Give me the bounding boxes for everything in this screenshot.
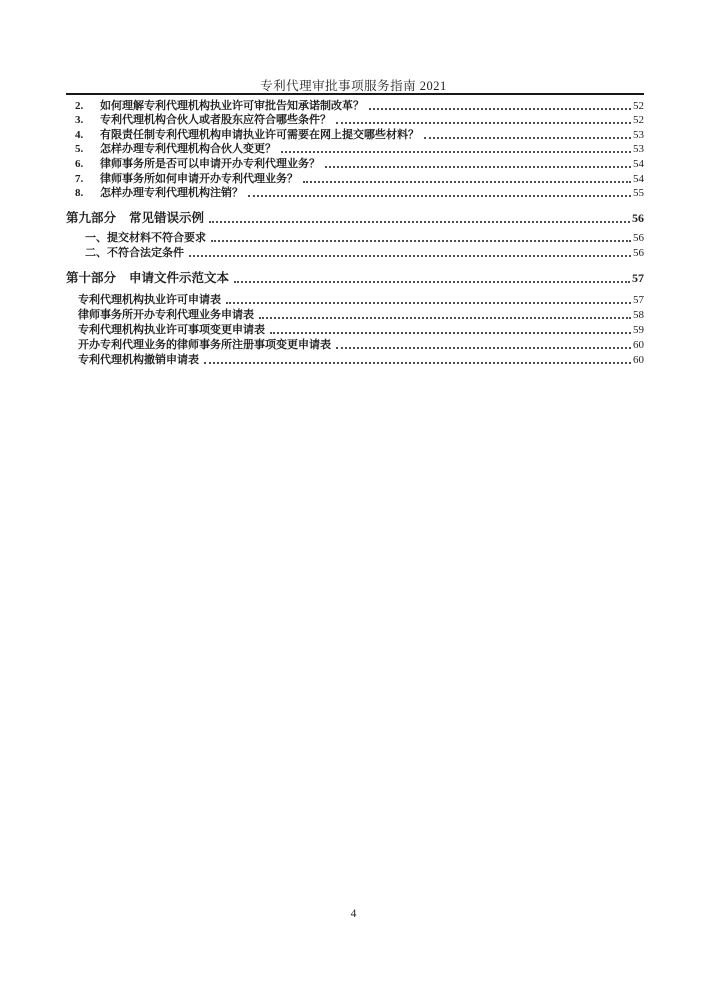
toc-row [66, 269, 644, 286]
toc-item-label: 开办专利代理业务的律师事务所注册事项变更申请表 [78, 338, 331, 351]
toc-item-label: 律师事务所如何申请开办专利代理业务？ [100, 172, 298, 185]
toc-page-number: 59 [633, 323, 644, 336]
toc-row [66, 156, 644, 171]
toc-item-label: 如何理解专利代理机构执业许可审批告知承诺制改革？ [100, 99, 364, 112]
toc-leader-dots [336, 122, 631, 124]
toc-item-number: 5. [75, 143, 84, 156]
toc-row [66, 245, 644, 260]
toc-page-number: 56 [633, 231, 644, 244]
toc-row [66, 186, 644, 201]
toc-item-label: 专利代理机构合伙人或者股东应符合哪些条件？ [100, 114, 331, 127]
toc-leader-dots [234, 281, 630, 283]
toc-page-number: 57 [632, 270, 644, 285]
toc-row [66, 209, 644, 226]
header-title: 专利代理审批事项服务指南 2021 [260, 79, 447, 93]
toc-leader-dots [270, 332, 631, 334]
toc-page-number: 56 [633, 246, 644, 259]
toc-item-number: 6. [75, 157, 84, 170]
toc-item-label: 律师事务所是否可以申请开办专利代理业务？ [100, 157, 320, 170]
toc-row [66, 171, 644, 186]
toc-leader-dots [303, 181, 631, 183]
toc-leader-dots [259, 317, 631, 319]
toc-page-number: 60 [633, 353, 644, 366]
toc-row [66, 127, 644, 142]
table-of-contents [66, 98, 644, 367]
footer-page-number: 4 [350, 908, 357, 920]
toc-leader-dots [336, 347, 631, 349]
toc-page-number: 58 [633, 308, 644, 321]
toc-leader-dots [211, 240, 631, 242]
toc-item-label: 专利代理机构执业许可申请表 [78, 293, 221, 306]
toc-leader-dots [189, 255, 631, 257]
toc-item-label: 一、提交材料不符合要求 [85, 231, 206, 244]
toc-item-label: 专利代理机构执业许可事项变更申请表 [78, 323, 265, 336]
toc-item-label: 常见错误示例 [129, 211, 205, 226]
toc-item-label: 怎样办理专利代理机构注销？ [100, 187, 243, 200]
toc-item-label: 二、不符合法定条件 [85, 246, 184, 259]
toc-page-number: 60 [633, 338, 644, 351]
toc-page-number: 54 [633, 157, 644, 170]
toc-leader-dots [369, 108, 631, 110]
toc-item-number: 第十部分 [66, 270, 117, 285]
toc-item-number: 3. [75, 114, 84, 127]
toc-page-number: 52 [633, 114, 644, 127]
toc-page-number: 56 [632, 211, 644, 226]
toc-item-label: 有限责任制专利代理机构申请执业许可需要在网上提交哪些材料？ [100, 128, 419, 141]
toc-row [66, 322, 644, 337]
toc-row [66, 142, 644, 157]
toc-leader-dots [209, 221, 630, 223]
toc-row [66, 292, 644, 307]
toc-leader-dots [248, 195, 631, 197]
toc-page-number: 52 [633, 99, 644, 112]
toc-row [66, 307, 644, 322]
toc-item-label: 申请文件示范文本 [129, 270, 230, 285]
toc-leader-dots [281, 151, 631, 153]
toc-row [66, 230, 644, 245]
toc-page-number: 57 [633, 293, 644, 306]
toc-leader-dots [226, 302, 631, 304]
toc-item-number: 4. [75, 128, 84, 141]
toc-item-number: 2. [75, 99, 84, 112]
toc-page-number: 53 [633, 128, 644, 141]
toc-page-number: 53 [633, 143, 644, 156]
toc-item-number: 8. [75, 187, 84, 200]
header-rule [66, 93, 644, 95]
toc-item-label: 律师事务所开办专利代理业务申请表 [78, 308, 254, 321]
toc-row [66, 337, 644, 352]
toc-row [66, 352, 644, 367]
toc-page-number: 54 [633, 172, 644, 185]
toc-leader-dots [204, 362, 631, 364]
toc-row [66, 98, 644, 113]
toc-row [66, 113, 644, 128]
toc-item-label: 专利代理机构撤销申请表 [78, 353, 199, 366]
toc-item-number: 7. [75, 172, 84, 185]
toc-item-label: 怎样办理专利代理机构合伙人变更？ [100, 143, 276, 156]
toc-page-number: 55 [633, 187, 644, 200]
toc-leader-dots [325, 166, 631, 168]
toc-item-number: 第九部分 [66, 211, 117, 226]
toc-leader-dots [424, 137, 631, 139]
